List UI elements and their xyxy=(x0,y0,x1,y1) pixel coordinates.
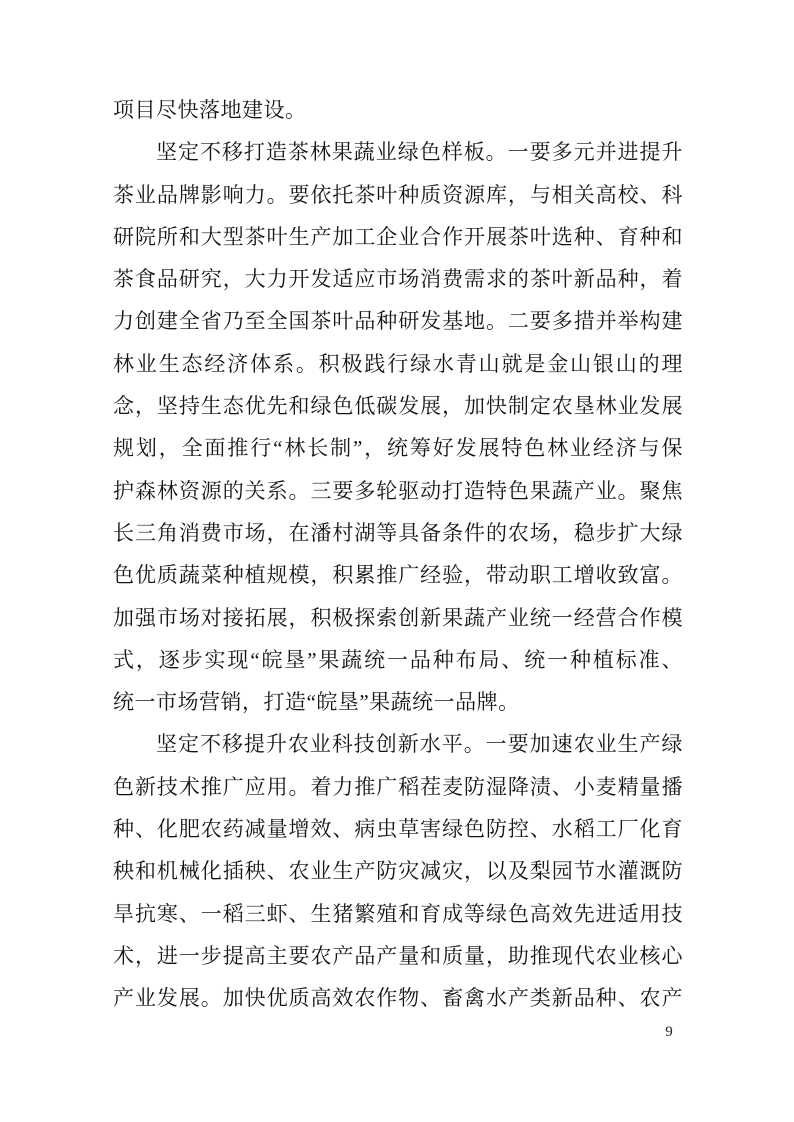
text-line: 茶食品研究，大力开发适应市场消费需求的茶叶新品种，着 xyxy=(113,267,683,292)
text-line: 加强市场对接拓展，积极探索创新果蔬产业统一经营合作模 xyxy=(113,605,683,630)
text-line: 项目尽快落地建设。 xyxy=(113,98,307,122)
text-line: 旱抗寒、一稻三虾、生猪繁殖和育成等绿色高效先进适用技 xyxy=(113,901,683,926)
text-line: 种、化肥农药减量增效、病虫草害绿色防控、水稻工厂化育 xyxy=(113,817,683,842)
text-line: 长三角消费市场，在潘村湖等具备条件的农场，稳步扩大绿 xyxy=(113,520,683,545)
paragraph-continuation xyxy=(113,89,683,131)
text-line: 秧和机械化插秧、农业生产防灾减灾，以及梨园节水灌溉防 xyxy=(113,859,683,884)
page-number: 9 xyxy=(665,1024,673,1040)
text-line: 研院所和大型茶叶生产加工企业合作开展茶叶选种、育种和 xyxy=(113,224,683,249)
text-line: 力创建全省乃至全国茶叶品种研发基地。二要多措并举构建 xyxy=(113,309,683,334)
paragraph-agricultural-science xyxy=(113,723,683,1019)
text-line: 护森林资源的关系。三要多轮驱动打造特色果蔬产业。聚焦 xyxy=(113,478,683,503)
paragraph-tea-forestry-produce xyxy=(113,131,683,723)
text-line: 念，坚持生态优先和绿色低碳发展，加快制定农垦林业发展 xyxy=(113,394,683,419)
text-line: 色新技术推广应用。着力推广稻茬麦防湿降渍、小麦精量播 xyxy=(113,774,683,799)
text-line: 规划，全面推行“林长制”，统筹好发展特色林业经济与保 xyxy=(113,436,683,461)
text-line: 色优质蔬菜种植规模，积累推广经验，带动职工增收致富。 xyxy=(113,563,683,588)
text-line: 坚定不移打造茶林果蔬业绿色样板。一要多元并进提升 xyxy=(156,140,683,165)
text-line: 统一市场营销，打造“皖垦”果蔬统一品牌。 xyxy=(113,690,520,715)
text-line: 坚定不移提升农业科技创新水平。一要加速农业生产绿 xyxy=(156,732,683,757)
text-line: 术，进一步提高主要农产品产量和质量，助推现代农业核心 xyxy=(113,943,683,968)
document-body xyxy=(113,89,683,1020)
text-line: 式，逐步实现“皖垦”果蔬统一品种布局、统一种植标准、 xyxy=(113,647,683,672)
text-line: 林业生态经济体系。积极践行绿水青山就是金山银山的理 xyxy=(113,351,683,376)
text-line: 产业发展。加快优质高效农作物、畜禽水产类新品种、农产 xyxy=(113,986,683,1011)
text-line: 茶业品牌影响力。要依托茶叶种质资源库，与相关高校、科 xyxy=(113,182,683,207)
